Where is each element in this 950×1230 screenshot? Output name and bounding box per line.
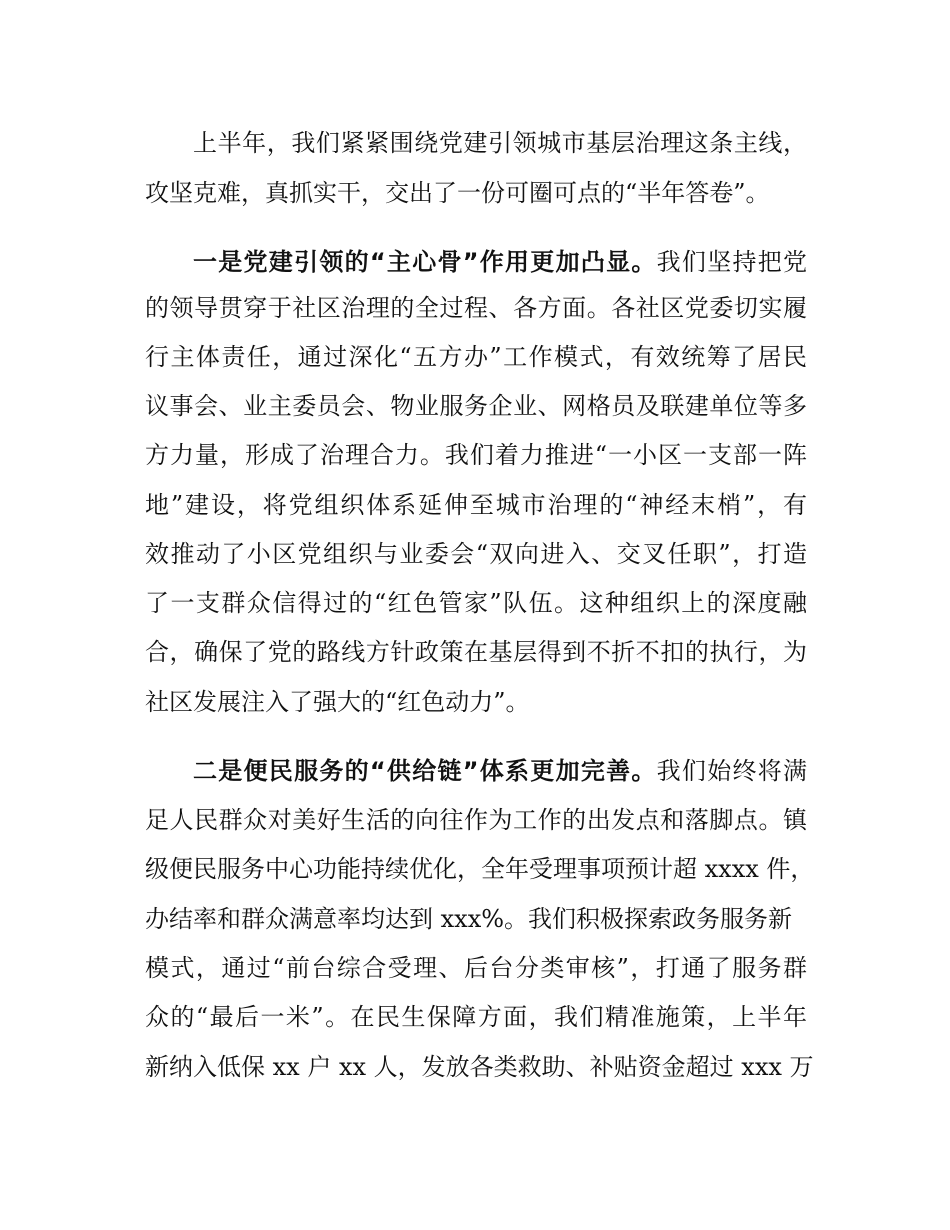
paragraph-3-heading: 二是便民服务的“供给链”体系更加完善。 <box>193 757 657 785</box>
paragraph-2-line: 议事会、业主委员会、物业服务企业、网格员及联建单位等多 <box>145 392 807 420</box>
paragraph-2-line: 合，确保了党的路线方针政策在基层得到不折不扣的执行，为 <box>145 638 807 666</box>
paragraph-2-line: 了一支群众信得过的“红色管家”队伍。这种组织上的深度融 <box>145 589 807 617</box>
paragraph-2-first-line <box>145 247 807 277</box>
paragraph-3-line: 办结率和群众满意率均达到 xxx%。我们积极探索政务服务新 <box>145 905 793 933</box>
paragraph-3-line: 模式，通过“前台综合受理、后台分类审核”，打通了服务群 <box>145 954 807 982</box>
paragraph-3-text: 我们始终将满 <box>656 757 808 785</box>
paragraph-1-line: 上半年，我们紧紧围绕党建引领城市基层治理这条主线， <box>193 129 807 157</box>
paragraph-2-line: 方力量，形成了治理合力。我们着力推进“一小区一支部一阵 <box>145 441 807 469</box>
paragraph-3-line: 新纳入低保 xx 户 xx 人，发放各类救助、补贴资金超过 xxx 万 <box>145 1053 814 1081</box>
paragraph-2-text: 我们坚持把党 <box>656 248 808 276</box>
paragraph-2-line: 的领导贯穿于社区治理的全过程、各方面。各社区党委切实履 <box>145 294 807 322</box>
paragraph-3-line: 级便民服务中心功能持续优化，全年受理事项预计超 xxxx 件， <box>145 855 815 883</box>
paragraph-2-line: 地”建设，将党组织体系延伸至城市治理的“神经末梢”，有 <box>145 491 807 519</box>
paragraph-2-line: 社区发展注入了强大的“红色动力”。 <box>145 688 530 716</box>
paragraph-3-line: 足人民群众对美好生活的向往作为工作的出发点和落脚点。镇 <box>145 806 807 834</box>
paragraph-2-line: 效推动了小区党组织与业委会“双向进入、交叉任职”，打造 <box>145 540 807 568</box>
paragraph-2-line: 行主体责任，通过深化“五方办”工作模式，有效统筹了居民 <box>145 343 807 371</box>
paragraph-2-heading: 一是党建引领的“主心骨”作用更加凸显。 <box>193 248 657 276</box>
paragraph-3-first-line <box>145 756 807 786</box>
paragraph-3-line: 众的“最后一米”。在民生保障方面，我们精准施策，上半年 <box>145 1003 807 1031</box>
paragraph-1-line: 攻坚克难，真抓实干，交出了一份可圈可点的“半年答卷”。 <box>145 179 770 207</box>
